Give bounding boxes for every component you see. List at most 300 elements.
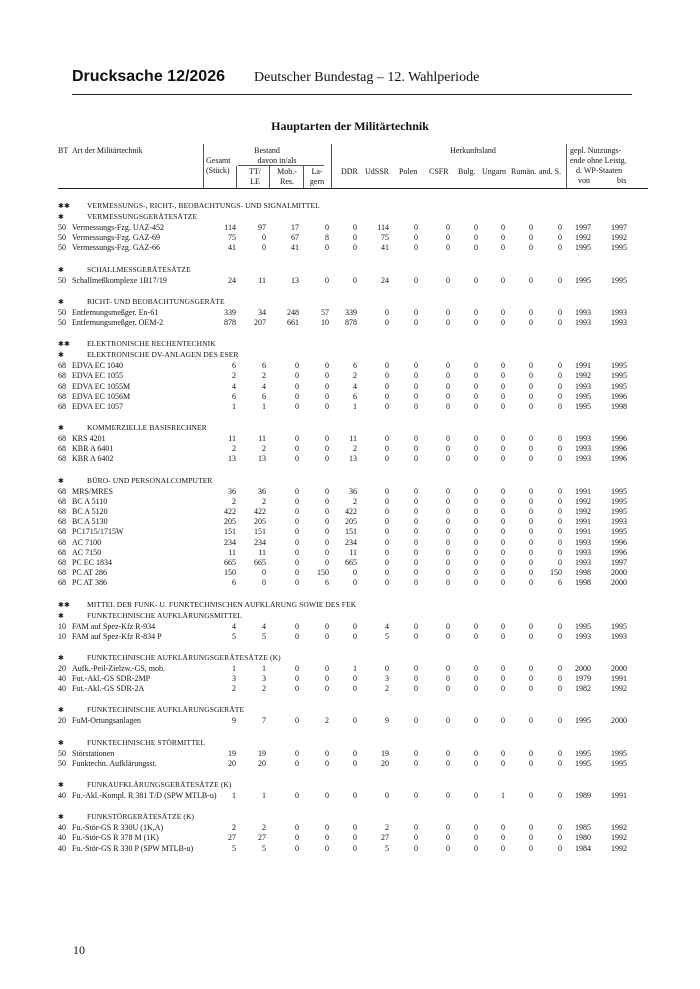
cell-csfr: 0 (446, 486, 450, 496)
cell-csfr: 0 (446, 748, 450, 758)
cell-bis: 1996 (611, 434, 627, 444)
cell-udssr: 0 (385, 434, 389, 444)
cell-bis: 1993 (611, 317, 627, 327)
cell-von: 1992 (575, 371, 591, 381)
cell-art: AC 7150 (72, 547, 102, 557)
table-row (58, 622, 648, 632)
cell-lagern: 0 (325, 674, 329, 684)
cell-bis: 1995 (611, 496, 627, 506)
cell-csfr: 0 (446, 684, 450, 694)
cell-ddr: 0 (353, 275, 357, 285)
cell-bt: 68 (58, 527, 66, 537)
cell-polen: 0 (414, 663, 418, 673)
cell-udssr: 0 (385, 537, 389, 547)
cell-gesamt: 114 (224, 223, 236, 232)
cell-mob-res: 0 (295, 748, 299, 758)
cell-ddr: 13 (349, 454, 357, 464)
cell-polen: 0 (414, 833, 418, 843)
cell-von: 1998 (575, 568, 591, 578)
cell-von: 1985 (575, 823, 591, 833)
cell-art: BC A 5120 (72, 507, 108, 516)
cell-bt: 10 (58, 621, 66, 631)
cell-ungarn: 0 (501, 391, 505, 401)
cell-csfr: 0 (446, 631, 450, 641)
cell-gesamt: 1 (232, 791, 236, 800)
col-divider (203, 144, 204, 188)
cell-bis: 2000 (611, 663, 627, 673)
class-title: BÜRO- UND PERSONALCOMPUTER (87, 475, 213, 485)
cell-polen: 0 (414, 233, 418, 243)
table-row (58, 318, 648, 328)
class-title: ELEKTRONISCHE DV-ANLAGEN DES ESER (87, 350, 239, 360)
cell-art: Vermessungs-Fzg. GAZ-66 (72, 243, 160, 253)
table-header (58, 144, 648, 189)
cell-rumaen: 0 (529, 434, 533, 444)
group-spacer (58, 769, 648, 780)
cell-art: BC A 5130 (72, 517, 108, 527)
cell-von: 1993 (575, 444, 591, 454)
cell-polen: 0 (414, 371, 418, 381)
table-row (58, 361, 648, 371)
document-header (72, 68, 632, 92)
cell-lagern: 0 (325, 391, 329, 401)
cell-and-s: 0 (558, 684, 562, 694)
cell-ddr: 2 (353, 371, 357, 381)
table-row (58, 558, 648, 568)
cell-csfr: 0 (446, 621, 450, 631)
cell-csfr: 0 (446, 401, 450, 411)
cell-udssr: 0 (385, 371, 389, 381)
cell-bulg: 0 (474, 371, 478, 381)
cell-von: 1980 (575, 833, 591, 843)
cell-von: 1993 (575, 537, 591, 547)
cell-udssr: 0 (385, 527, 389, 537)
cell-mob-res: 0 (295, 791, 299, 800)
cell-ddr: 2 (353, 496, 357, 506)
cell-and-s: 0 (558, 381, 562, 391)
cell-tt-le: 665 (254, 557, 266, 567)
cell-csfr: 0 (446, 317, 450, 327)
cell-art: Funktechn. Aufklärungsst. (72, 758, 157, 768)
cell-gesamt: 41 (228, 243, 236, 253)
cell-bt: 68 (58, 444, 66, 454)
cell-von: 1991 (575, 361, 591, 371)
cell-bis: 1992 (611, 233, 627, 243)
cell-von: 1993 (575, 454, 591, 464)
cell-bt: 50 (58, 758, 66, 768)
cell-ungarn: 0 (501, 361, 505, 371)
col-gepl-3: d. WP-Staaten (576, 166, 623, 175)
cell-rumaen: 0 (529, 557, 533, 567)
class-level-marker: ✱ (58, 476, 64, 485)
cell-bis: 1992 (611, 843, 627, 853)
cell-rumaen: 0 (529, 454, 533, 464)
table-row (58, 223, 648, 233)
cell-art: Fut.-Akl.-GS SDR-2A (72, 684, 145, 694)
col-divider (331, 144, 332, 188)
cell-and-s: 0 (558, 307, 562, 317)
table-row (58, 233, 648, 243)
cell-tt-le: 151 (254, 527, 266, 537)
col-gesamt-2: (Stück) (206, 166, 230, 175)
cell-tt-le: 34 (258, 307, 266, 317)
cell-von: 1991 (575, 527, 591, 537)
cell-csfr: 0 (446, 381, 450, 391)
cell-ddr: 0 (353, 791, 357, 800)
cell-ddr: 0 (353, 568, 357, 578)
cell-udssr: 0 (385, 578, 389, 588)
cell-bt: 50 (58, 317, 66, 327)
cell-art: Fu.-Stör-GS R 330 P (SPW MTLB-u) (72, 843, 194, 853)
cell-lagern: 0 (325, 371, 329, 381)
cell-polen: 0 (414, 381, 418, 391)
cell-tt-le: 13 (258, 454, 266, 464)
cell-art: KBR A 6401 (72, 444, 114, 454)
group-spacer (58, 286, 648, 297)
cell-lagern: 0 (325, 537, 329, 547)
col-gepl-2: ende ohne Leistg. (570, 156, 627, 165)
cell-ungarn: 0 (501, 527, 505, 537)
cell-polen: 0 (414, 843, 418, 853)
cell-bis: 1996 (611, 444, 627, 454)
cell-bulg: 0 (474, 307, 478, 317)
cell-polen: 0 (414, 568, 418, 578)
cell-bulg: 0 (474, 391, 478, 401)
cell-bt: 68 (58, 434, 66, 444)
cell-csfr: 0 (446, 275, 450, 285)
cell-and-s: 0 (558, 791, 562, 800)
cell-mob-res: 0 (295, 381, 299, 391)
cell-bt: 40 (58, 791, 66, 800)
cell-gesamt: 5 (232, 843, 236, 853)
cell-gesamt: 9 (232, 716, 236, 726)
cell-rumaen: 0 (529, 716, 533, 726)
cell-bis: 2000 (611, 716, 627, 726)
cell-ungarn: 0 (501, 371, 505, 381)
col-csfr: CSFR (429, 167, 449, 176)
cell-bulg: 0 (474, 621, 478, 631)
cell-ungarn: 0 (501, 557, 505, 567)
military-equipment-table (58, 144, 648, 854)
cell-polen: 0 (414, 517, 418, 527)
cell-von: 1984 (575, 843, 591, 853)
cell-rumaen: 0 (529, 317, 533, 327)
cell-von: 1995 (575, 391, 591, 401)
cell-mob-res: 0 (295, 663, 299, 673)
cell-art: Entfernungsmeßger. OEM-2 (72, 317, 164, 327)
class-heading (58, 350, 648, 361)
table-row (58, 759, 648, 769)
class-title: MITTEL DER FUNK- U. FUNKTECHNISCHEN AUFKLÄRUNG SOWIE DES FEK (87, 599, 357, 609)
cell-and-s: 0 (558, 547, 562, 557)
cell-mob-res: 0 (295, 716, 299, 726)
group-spacer (58, 642, 648, 653)
page-number: 10 (73, 943, 85, 957)
cell-lagern: 0 (325, 243, 329, 253)
cell-and-s: 0 (558, 444, 562, 454)
cell-ddr: 6 (353, 361, 357, 371)
cell-ungarn: 0 (501, 823, 505, 833)
cell-art: Störstationen (72, 748, 115, 758)
cell-von: 1991 (575, 517, 591, 527)
cell-bis: 1995 (611, 748, 627, 758)
cell-and-s: 0 (558, 486, 562, 496)
table-row (58, 434, 648, 444)
cell-udssr: 0 (385, 791, 389, 800)
cell-ungarn: 0 (501, 444, 505, 454)
cell-tt-le: 3 (262, 674, 266, 684)
cell-polen: 0 (414, 391, 418, 401)
cell-tt-le: 5 (262, 631, 266, 641)
cell-bulg: 0 (474, 434, 478, 444)
cell-and-s: 0 (558, 401, 562, 411)
cell-ddr: 0 (353, 243, 357, 253)
cell-mob-res: 0 (295, 361, 299, 371)
class-title: FUNKTECHNISCHE AUFKLÄRUNGSMITTEL (87, 610, 243, 620)
class-title: FUNKTECHNISCHE STÖRMITTEL (87, 737, 206, 747)
cell-bulg: 0 (474, 748, 478, 758)
col-ungarn: Ungarn (482, 167, 506, 176)
cell-von: 1995 (575, 243, 591, 253)
table-row (58, 568, 648, 578)
cell-lagern: 0 (325, 223, 329, 232)
cell-lagern: 0 (325, 361, 329, 371)
cell-gesamt: 11 (228, 547, 236, 557)
col-mob-1: Mob.- (277, 167, 297, 176)
cell-bis: 1991 (611, 791, 627, 800)
cell-von: 1993 (575, 317, 591, 327)
cell-rumaen: 0 (529, 547, 533, 557)
cell-mob-res: 0 (295, 434, 299, 444)
cell-art: Vermessungs-Fzg. UAZ-452 (72, 223, 164, 232)
col-tt-1: TT/ (249, 167, 261, 176)
cell-gesamt: 2 (232, 444, 236, 454)
cell-lagern: 0 (325, 547, 329, 557)
cell-ungarn: 0 (501, 578, 505, 588)
cell-lagern: 0 (325, 454, 329, 464)
davon-rule (238, 165, 324, 166)
cell-udssr: 0 (385, 486, 389, 496)
cell-and-s: 0 (558, 631, 562, 641)
cell-mob-res: 661 (287, 317, 299, 327)
class-heading (58, 653, 648, 664)
class-heading (58, 201, 648, 212)
table-row (58, 382, 648, 392)
cell-von: 1992 (575, 496, 591, 506)
cell-bis: 2000 (611, 568, 627, 578)
cell-bulg: 0 (474, 833, 478, 843)
cell-polen: 0 (414, 434, 418, 444)
cell-csfr: 0 (446, 674, 450, 684)
class-heading (58, 812, 648, 823)
cell-mob-res: 0 (295, 391, 299, 401)
col-divider (303, 166, 304, 188)
cell-bulg: 0 (474, 684, 478, 694)
class-level-marker: ✱✱ (58, 202, 70, 210)
cell-lagern: 6 (325, 578, 329, 588)
cell-rumaen: 0 (529, 843, 533, 853)
cell-udssr: 0 (385, 557, 389, 567)
cell-udssr: 0 (385, 381, 389, 391)
cell-gesamt: 6 (232, 361, 236, 371)
cell-rumaen: 0 (529, 233, 533, 243)
cell-ddr: 0 (353, 578, 357, 588)
cell-polen: 0 (414, 748, 418, 758)
cell-ungarn: 0 (501, 758, 505, 768)
cell-bt: 50 (58, 748, 66, 758)
cell-csfr: 0 (446, 307, 450, 317)
col-polen: Polen (399, 167, 418, 176)
cell-ddr: 0 (353, 843, 357, 853)
cell-mob-res: 0 (295, 823, 299, 833)
cell-ungarn: 0 (501, 434, 505, 444)
cell-polen: 0 (414, 486, 418, 496)
cell-gesamt: 2 (232, 684, 236, 694)
cell-csfr: 0 (446, 758, 450, 768)
col-lager-1: La- (311, 167, 323, 176)
cell-tt-le: 11 (258, 547, 266, 557)
group-spacer (58, 589, 648, 600)
cell-mob-res: 0 (295, 547, 299, 557)
cell-bulg: 0 (474, 578, 478, 588)
cell-ungarn: 0 (501, 507, 505, 516)
cell-gesamt: 2 (232, 823, 236, 833)
cell-bulg: 0 (474, 758, 478, 768)
cell-art: FAM auf Spez-Kfz R-834 P (72, 631, 162, 641)
cell-polen: 0 (414, 401, 418, 411)
cell-ungarn: 0 (501, 663, 505, 673)
cell-and-s: 0 (558, 361, 562, 371)
class-heading (58, 738, 648, 749)
cell-art: Vermessungs-Fzg. GAZ-69 (72, 233, 160, 243)
cell-bulg: 0 (474, 223, 478, 232)
cell-lagern: 0 (325, 496, 329, 506)
table-row (58, 392, 648, 402)
cell-art: KRS 4201 (72, 434, 106, 444)
cell-gesamt: 36 (228, 486, 236, 496)
cell-ddr: 4 (353, 381, 357, 391)
table-row (58, 497, 648, 507)
cell-bulg: 0 (474, 233, 478, 243)
cell-tt-le: 6 (262, 391, 266, 401)
cell-lagern: 0 (325, 791, 329, 800)
cell-bis: 1992 (611, 684, 627, 694)
cell-art: Fu.-Stör-GS R 330U (1K,A) (72, 823, 164, 833)
cell-csfr: 0 (446, 371, 450, 381)
cell-bt: 50 (58, 243, 66, 253)
cell-gesamt: 4 (232, 621, 236, 631)
cell-bulg: 0 (474, 401, 478, 411)
cell-udssr: 27 (381, 833, 389, 843)
cell-rumaen: 0 (529, 223, 533, 232)
cell-ungarn: 0 (501, 275, 505, 285)
cell-bis: 1995 (611, 361, 627, 371)
cell-rumaen: 0 (529, 621, 533, 631)
cell-and-s: 0 (558, 507, 562, 516)
class-title: FUNKSTÖRGERÄTESÄTZE (K) (87, 812, 195, 822)
col-herkunft: Herkunftsland (450, 146, 496, 155)
cell-bt: 68 (58, 381, 66, 391)
cell-von: 1989 (575, 791, 591, 800)
cell-tt-le: 97 (258, 223, 266, 232)
table-row (58, 507, 648, 517)
cell-tt-le: 422 (254, 507, 266, 516)
cell-udssr: 41 (381, 243, 389, 253)
group-spacer (58, 412, 648, 423)
table-row (58, 844, 648, 854)
class-heading (58, 297, 648, 308)
cell-ddr: 422 (345, 507, 357, 516)
cell-von: 1993 (575, 557, 591, 567)
col-ddr: DDR (341, 167, 358, 176)
cell-and-s: 0 (558, 223, 562, 232)
group-spacer (58, 328, 648, 339)
cell-bulg: 0 (474, 381, 478, 391)
cell-polen: 0 (414, 444, 418, 454)
cell-rumaen: 0 (529, 568, 533, 578)
cell-bt: 10 (58, 631, 66, 641)
cell-mob-res: 0 (295, 621, 299, 631)
table-row (58, 276, 648, 286)
cell-and-s: 0 (558, 823, 562, 833)
cell-gesamt: 5 (232, 631, 236, 641)
cell-tt-le: 5 (262, 843, 266, 853)
cell-ddr: 1 (353, 401, 357, 411)
cell-art: EDVA EC 1055M (72, 381, 131, 391)
cell-von: 1998 (575, 578, 591, 588)
cell-bulg: 0 (474, 486, 478, 496)
cell-ddr: 0 (353, 674, 357, 684)
table-row (58, 791, 648, 801)
cell-lagern: 0 (325, 621, 329, 631)
col-gepl-1: gepl. Nutzungs- (570, 146, 622, 155)
table-row (58, 749, 648, 759)
class-title: KOMMERZIELLE BASISRECHNER (87, 423, 207, 433)
cell-bulg: 0 (474, 537, 478, 547)
cell-rumaen: 0 (529, 507, 533, 516)
cell-udssr: 3 (385, 674, 389, 684)
cell-tt-le: 6 (262, 361, 266, 371)
cell-tt-le: 20 (258, 758, 266, 768)
cell-mob-res: 0 (295, 517, 299, 527)
class-level-marker: ✱ (58, 611, 64, 620)
group-spacer (58, 465, 648, 476)
cell-rumaen: 0 (529, 578, 533, 588)
cell-csfr: 0 (446, 233, 450, 243)
class-title: FUNKTECHNISCHE AUFKLÄRUNGSGERÄTESÄTZE (K) (87, 652, 281, 662)
cell-rumaen: 0 (529, 684, 533, 694)
cell-tt-le: 2 (262, 444, 266, 454)
cell-tt-le: 11 (258, 275, 266, 285)
cell-tt-le: 205 (254, 517, 266, 527)
cell-gesamt: 3 (232, 674, 236, 684)
cell-lagern: 0 (325, 517, 329, 527)
cell-bt: 68 (58, 537, 66, 547)
cell-mob-res: 17 (291, 223, 299, 232)
cell-and-s: 0 (558, 233, 562, 243)
class-title: RICHT- UND BEOBACHTUNGSGERÄTE (87, 296, 225, 306)
cell-bis: 1993 (611, 307, 627, 317)
cell-polen: 0 (414, 758, 418, 768)
cell-ungarn: 0 (501, 223, 505, 232)
cell-mob-res: 0 (295, 507, 299, 516)
cell-and-s: 0 (558, 391, 562, 401)
cell-tt-le: 36 (258, 486, 266, 496)
cell-and-s: 0 (558, 434, 562, 444)
cell-polen: 0 (414, 317, 418, 327)
cell-gesamt: 20 (228, 758, 236, 768)
cell-bt: 68 (58, 517, 66, 527)
